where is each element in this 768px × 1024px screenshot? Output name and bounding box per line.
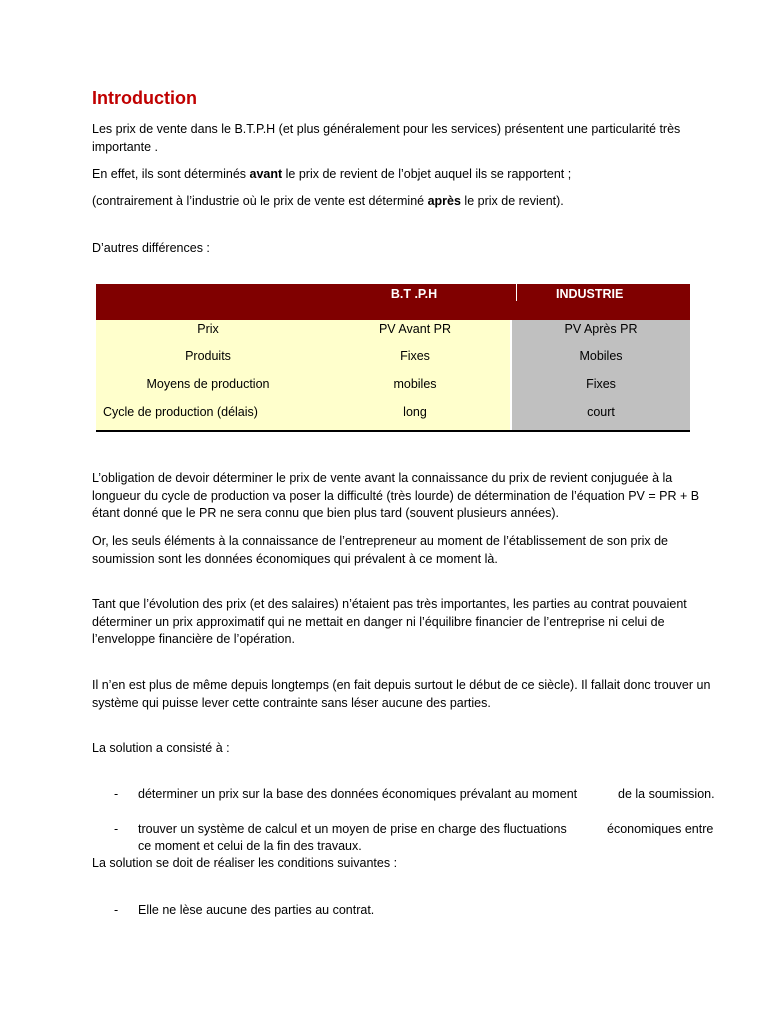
list-text: ce moment et celui de la fin des travaux. (138, 839, 362, 853)
paragraph-solution: La solution a consisté à : (92, 741, 230, 755)
list-item (114, 821, 724, 857)
emphasis-avant: avant (249, 167, 283, 181)
table-row (96, 349, 690, 367)
paragraph-differences: D’autres différences : (92, 241, 210, 255)
list-dash: - (114, 822, 119, 836)
row-industrie: Mobiles (579, 349, 623, 363)
text-fragment: (contrairement à l’industrie où le prix de vente est déterminé (92, 194, 428, 208)
paragraph-longtemps: Il n’en est plus de même depuis longtemps (en fait depuis surtout le début de ce siècle). Il fallait donc trouver un système qui puisse lever cette contrainte sans léser aucune des parties. (92, 678, 711, 710)
table-row (96, 322, 690, 340)
row-btph: long (403, 405, 427, 419)
list-item (114, 786, 724, 804)
list-text: déterminer un prix sur la base des données économiques prévalant au moment (138, 787, 578, 801)
row-industrie: PV Après PR (564, 322, 638, 336)
list-item (114, 902, 724, 920)
paragraph-conditions: La solution se doit de réaliser les conditions suivantes : (92, 856, 398, 870)
row-industrie: Fixes (586, 377, 616, 391)
table-row (96, 405, 690, 423)
table-bottom-rule (96, 430, 690, 432)
list-text: économiques entre (607, 822, 714, 836)
header-btph: B.T .P.H (390, 287, 438, 301)
row-label: Produits (185, 349, 231, 363)
row-label: Cycle de production (délais) (103, 405, 258, 419)
list-text: trouver un système de calcul et un moyen de prise en charge des fluctuations (138, 822, 567, 836)
paragraph-avant (92, 166, 722, 184)
paragraph-intro: Les prix de vente dans le B.T.P.H (et plus généralement pour les services) présentent une particularité très importante . (92, 122, 681, 154)
header-industrie: INDUSTRIE (556, 287, 624, 301)
text-fragment: le prix de revient de l’objet auquel ils se rapportent ; (282, 167, 572, 181)
text-fragment: le prix de revient). (460, 194, 564, 208)
row-label: Moyens de production (146, 377, 270, 391)
row-label: Prix (197, 322, 219, 336)
list-text: de la soumission. (618, 787, 715, 801)
list-dash: - (114, 787, 119, 801)
comparison-table (96, 284, 690, 433)
row-btph: PV Avant PR (378, 322, 452, 336)
table-header (96, 284, 690, 320)
paragraph-elements: Or, les seuls éléments à la connaissance de l’entrepreneur au moment de l’établissement de son prix de soumission sont les données économiques qui prévalent à ce moment là. (92, 534, 669, 566)
page-title: Introduction (92, 88, 197, 108)
emphasis-apres: après (427, 194, 461, 208)
row-btph: mobiles (393, 377, 437, 391)
text-fragment: En effet, ils sont déterminés (92, 167, 250, 181)
table-row (96, 377, 690, 395)
list-dash: - (114, 903, 119, 917)
header-divider (516, 284, 517, 301)
paragraph-apres (92, 193, 722, 211)
row-industrie: court (587, 405, 615, 419)
paragraph-obligation: L’obligation de devoir déterminer le prix de vente avant la connaissance du prix de revient conjuguée à la longueur du cycle de production va poser la difficulté (très lourde) de détermination de l’équation PV = PR + B étant donné que le PR ne sera connu que bien plus tard (souvent plusieurs années). (92, 471, 700, 520)
list-text: Elle ne lèse aucune des parties au contrat. (138, 903, 375, 917)
row-btph: Fixes (400, 349, 430, 363)
paragraph-evolution: Tant que l’évolution des prix (et des salaires) n’étaient pas très importantes, les parties au contrat pouvaient déterminer un prix approximatif qui ne mettait en danger ni l’équilibre financier de l’entreprise ni celui de l’enveloppe financière de l’opération. (92, 597, 687, 646)
